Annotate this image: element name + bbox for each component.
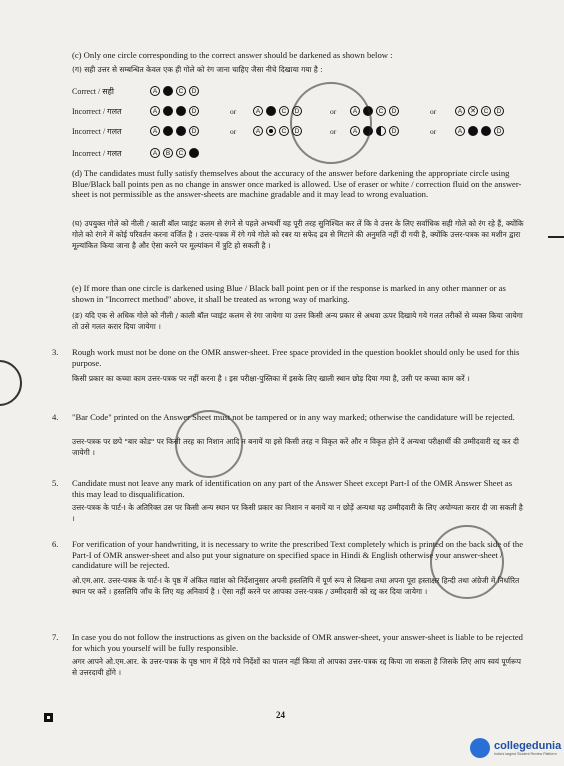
item-d-english: (d) The candidates must fully satisfy themselves about the accuracy of the answer before darkening the appropriate circle using Blue/Black ball points pen as no change in answer once marked is allowed. Use of eraser or white / correction fluid on the answer-sheet is not permissible as the answer-sheets are machine gradable and it may lead to wrong evaluation. xyxy=(72,168,522,200)
seal-stamp xyxy=(290,82,372,164)
bubble-c-filled xyxy=(176,106,186,116)
item-4-hindi: उत्तर-पत्रक पर छपे "बार कोड" पर किसी तरह का निशान आदि न बनायें या इसे किसी तरह न विकृत करें और न विकृत होने दें अन्यथा परीक्षार्थी की उम्मीदवारी रद्द कर दी जायेगी । xyxy=(72,437,519,457)
bubble-a: A xyxy=(150,86,160,96)
or-text: or xyxy=(430,107,437,116)
bubble-a: A xyxy=(253,126,263,136)
bubble-d: D xyxy=(292,106,302,116)
bubble-b-dotted xyxy=(266,126,276,136)
bubble-d: D xyxy=(292,126,302,136)
bubble-a: A xyxy=(150,148,160,158)
bubble-a: A xyxy=(150,126,160,136)
item-5-english: Candidate must not leave any mark of identification on any part of the Answer Sheet except Part-I of the OMR Answer Sheet as this may lead to disqualification. xyxy=(72,478,513,499)
correct-label: Correct / सही xyxy=(72,86,114,96)
corner-square-icon xyxy=(44,713,53,722)
incorrect-2-set-1 xyxy=(150,126,199,136)
item-7-english: In case you do not follow the instructions as given on the backside of OMR answer-sheet, your answer-sheet is liable to be rejected for which you yourself will be fully responsible. xyxy=(72,632,523,653)
bubble-b-filled xyxy=(266,106,276,116)
item-number: 5. xyxy=(52,478,59,488)
incorrect-label: Incorrect / गलत xyxy=(72,126,122,136)
bubble-d: D xyxy=(189,86,199,96)
item-5-hindi: उत्तर-पत्रक के पार्ट-I के अतिरिक्त उस पर किसी अन्य स्थान पर किसी प्रकार का निशान न बनायें या न छोड़ें अन्यथा यह उम्मीदवारी के लिए अयोग्यता करार दी जा सकती है । xyxy=(72,503,523,523)
bubble-a: A xyxy=(350,126,360,136)
item-e-hindi: (ङ) यदि एक से अधिक गोले को नीली / काली बॉल प्वाइंट कलम से रंगा जायेगा या उत्तर किसी अन्य प्रकार से अथवा ऊपर दिखाये गये गलत तरीकों से व्यक्त किया जायेगा तो उसे गलत करार दिया जायेगा । xyxy=(72,311,523,331)
or-text: or xyxy=(330,127,337,136)
item-6-english: For verification of your handwriting, it is necessary to write the prescribed Text completely which is printed on the back side of the Part-I of OMR answer-sheet and also put your signature on specified space in Hindi & English otherwise your answer-sheet / candidature will be rejected. xyxy=(72,539,524,571)
brand-tagline: India's largest Student Review Platform xyxy=(494,751,557,756)
item-number: 6. xyxy=(52,539,59,549)
or-text: or xyxy=(430,127,437,136)
item-d-hindi: (घ) उपयुक्त गोले को नीली / काली बॉल प्वाइंट कलम से रंगने से पहले अभ्यर्थी यह पूरी तरह सुनिश्चित कर लें कि वे उत्तर के लिए सर्वाधिक सही गोले को रंग रहे हैं, क्योंकि गोले को रंगने में कोई परिवर्तन करना वर्जित है । उत्तर-पत्रक में रंगे गये गोले को रबर या सफेद द्रव से मिटाने की अनुमति नहीं दी गयी है, क्योंकि उत्तर-पत्रक का मशीन द्वारा मूल्यांकित किया जाना है और ऐसा करने पर मूल्यांकन में त्रुटि हो सकती है । xyxy=(72,219,524,250)
incorrect-3-set-1 xyxy=(150,148,199,158)
bubble-c: C xyxy=(279,126,289,136)
or-text: or xyxy=(230,127,237,136)
bubble-a: A xyxy=(253,106,263,116)
seal-stamp xyxy=(430,525,504,599)
item-number: 4. xyxy=(52,412,59,422)
incorrect-label: Incorrect / गलत xyxy=(72,148,122,158)
page-number: 24 xyxy=(276,710,285,720)
bubble-b-filled xyxy=(163,126,173,136)
bubble-b-filled xyxy=(468,126,478,136)
bubble-b: B xyxy=(163,148,173,158)
correct-row xyxy=(72,84,144,98)
bubble-b-filled xyxy=(163,106,173,116)
item-3-hindi: किसी प्रकार का कच्चा काम उत्तर-पत्रक पर नहीं करना है । इस परीक्षा-पुस्तिका में इसके लिए खाली स्थान छोड़ दिया गया है, उसी पर कच्चा काम करें । xyxy=(72,374,470,383)
logo-icon xyxy=(470,738,490,758)
bubble-d: D xyxy=(189,126,199,136)
bubble-d: D xyxy=(389,126,399,136)
bubble-a: A xyxy=(455,106,465,116)
bubble-c: C xyxy=(176,148,186,158)
bubble-c-filled xyxy=(176,126,186,136)
incorrect-row-2 xyxy=(72,124,144,138)
brand-text xyxy=(494,741,561,756)
bubble-a: A xyxy=(350,106,360,116)
bubble-a: A xyxy=(150,106,160,116)
item-4-english: "Bar Code" printed on the Answer Sheet must not be tampered or in any way marked; otherwise the candidature will be rejected. xyxy=(72,412,515,422)
incorrect-1-set-1 xyxy=(150,106,199,116)
item-e-english: (e) If more than one circle is darkened using Blue / Black ball point pen or if the response is marked in any other manner or as shown in "Incorrect method" above, it shall be treated as wrong way of marking. xyxy=(72,283,506,304)
incorrect-row-1 xyxy=(72,104,144,118)
incorrect-2-set-4 xyxy=(455,126,504,136)
seal-stamp xyxy=(175,410,243,478)
bubble-c: C xyxy=(279,106,289,116)
bubble-d: D xyxy=(189,106,199,116)
item-number: 7. xyxy=(52,632,59,642)
edge-mark xyxy=(548,236,564,238)
bubble-d: D xyxy=(389,106,399,116)
bubble-a: A xyxy=(455,126,465,136)
incorrect-row-3 xyxy=(72,146,144,160)
bubble-c: C xyxy=(376,106,386,116)
item-7-hindi: अगर आपने ओ.एम.आर. के उत्तर-पत्रक के पृष्ठ भाग में दिये गये निर्देशों का पालन नहीं किया तो आपका उत्तर-पत्रक रद्द किया जा सकता है जिसके लिए आप स्वयं पूर्णरूप से उत्तरदायी होंगे । xyxy=(72,657,521,677)
bubble-c-half xyxy=(376,126,386,136)
item-number: 3. xyxy=(52,347,59,357)
bubble-b-crossed xyxy=(468,106,478,116)
or-text: or xyxy=(230,107,237,116)
brand-logo xyxy=(470,738,561,758)
incorrect-label: Incorrect / गलत xyxy=(72,106,122,116)
edge-seal xyxy=(0,360,22,406)
brand-name: collegedunia xyxy=(494,739,562,752)
bubble-d-filled xyxy=(189,148,199,158)
bubble-c-filled xyxy=(481,126,491,136)
bubble-d: D xyxy=(494,106,504,116)
or-text: or xyxy=(330,107,337,116)
bubble-c: C xyxy=(481,106,491,116)
item-c-hindi: (ग) सही उत्तर से सम्बन्धित केवल एक ही गोले को रंग जाना चाहिए जैसा नीचे दिखाया गया है : xyxy=(72,65,323,74)
item-6-hindi: ओ.एम.आर. उत्तर-पत्रक के पार्ट-I के पृष्ठ में अंकित गद्यांश को निर्देशानुसार अपनी हस्तलिपि में पूर्ण रूप से लिखना तथा अपना पूरा हस्ताक्षर हिन्दी तथा अंग्रेजी में निर्धारित स्थान पर करें । हस्तलिपि जाँच के लिए यह अनिवार्य है । ऐसा नहीं करने पर आपका उत्तर-पत्रक / उम्मीदवारी को रद्द कर दिया जायेगा । xyxy=(72,576,520,596)
bubble-d: D xyxy=(494,126,504,136)
bubble-b-filled xyxy=(163,86,173,96)
correct-bubbles xyxy=(150,86,199,96)
item-c-english: (c) Only one circle corresponding to the correct answer should be darkened as shown below : xyxy=(72,50,393,60)
incorrect-1-set-4 xyxy=(455,106,504,116)
item-3-english: Rough work must not be done on the OMR answer-sheet. Free space provided in the question booklet should only be used for this purpose. xyxy=(72,347,520,368)
bubble-c: C xyxy=(176,86,186,96)
